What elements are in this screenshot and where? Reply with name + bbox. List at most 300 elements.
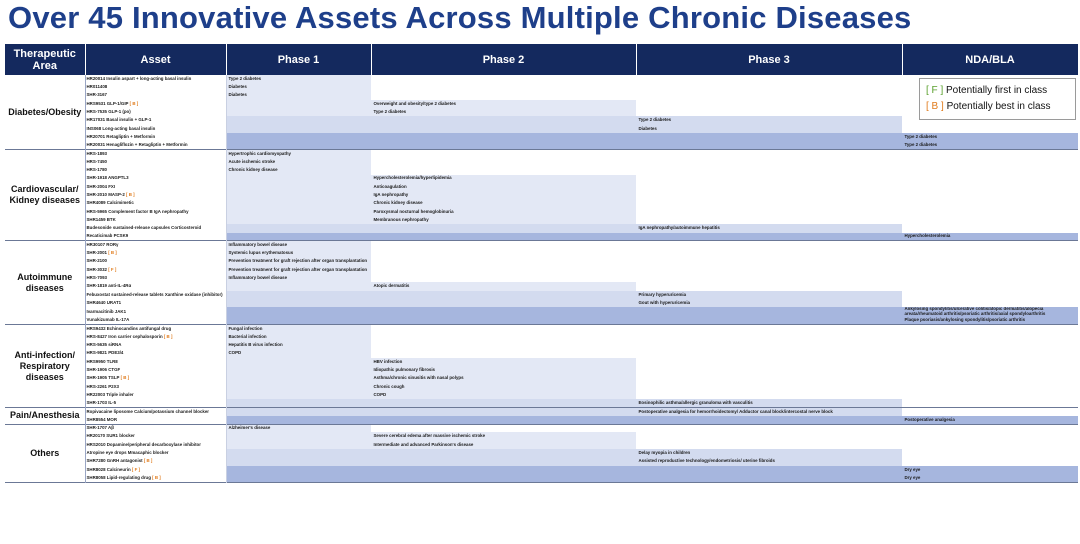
empty-phase-cell [636, 432, 902, 440]
table-row [5, 366, 1078, 374]
empty-phase-cell [636, 341, 902, 349]
indication-label: Asthma/chronic sinusitis with nasal polyps [373, 375, 464, 381]
table-row [5, 224, 1078, 232]
class-tag: [ B ] [108, 250, 117, 256]
asset-cell [85, 100, 226, 108]
phase-progress-bar [226, 366, 636, 374]
asset-name: HRS-5635 siRNA [86, 342, 122, 348]
indication-label: Intermediate and advanced Parkinson's disease [373, 441, 474, 447]
indication-label: Postoperative analgesia for hemorrhoidectomy/ Adductor canal block/intercostal nerve block [638, 408, 833, 414]
header-phase-3: Phase 3 [636, 44, 902, 75]
asset-name: SHR7280 GnRH antagonist [86, 458, 143, 464]
asset-name: Ropivacaine liposome Calcium/potassium channel blocker [86, 408, 209, 414]
table-row [5, 416, 1078, 424]
empty-phase-cell [371, 274, 636, 282]
empty-phase-cell [371, 166, 636, 174]
empty-phase-cell [636, 350, 902, 358]
phase-progress-bar [226, 374, 636, 382]
asset-cell [85, 125, 226, 133]
indication-label: Atopic dermatitis [373, 283, 410, 289]
phase-progress-bar [226, 424, 371, 432]
phase-progress-bar [226, 166, 371, 174]
phase-progress-bar [226, 175, 636, 183]
asset-name: HR22003 Triple inhaler [86, 391, 134, 397]
indication-label: Alzheimer's disease [228, 425, 271, 431]
asset-name: SHR4089 Calcimimetic [86, 200, 134, 206]
asset-cell [85, 274, 226, 282]
asset-cell [85, 457, 226, 465]
empty-phase-cell [902, 449, 1078, 457]
table-row [5, 199, 1078, 207]
empty-phase-cell [636, 391, 902, 399]
indication-label: Type 2 diabetes [638, 117, 672, 123]
asset-cell [85, 75, 226, 83]
empty-phase-cell [371, 241, 636, 249]
indication-label: Chronic kidney disease [373, 200, 423, 206]
empty-phase-cell [371, 325, 636, 333]
indication-label: Chronic cough [373, 383, 405, 389]
phase-progress-bar [226, 416, 1078, 424]
indication-label: Postoperative analgesia [904, 416, 955, 422]
empty-phase-cell [636, 92, 902, 100]
empty-phase-cell [902, 457, 1078, 465]
phase-progress-bar [226, 457, 902, 465]
table-row [5, 358, 1078, 366]
empty-phase-cell [902, 125, 1078, 133]
phase-progress-bar [226, 233, 1078, 241]
empty-phase-cell [636, 241, 902, 249]
table-row [5, 216, 1078, 224]
empty-phase-cell [636, 366, 902, 374]
asset-name: SHR-3032 [86, 266, 107, 272]
empty-phase-cell [636, 175, 902, 183]
phase-progress-bar [226, 474, 1078, 482]
phase-progress-bar [226, 307, 1078, 316]
class-tag: [ B ] [152, 474, 161, 480]
asset-name: Recaticimab PCSK9 [86, 233, 129, 239]
phase-progress-bar [226, 150, 371, 158]
asset-name: SHR-2100 [86, 258, 107, 264]
table-row [5, 341, 1078, 349]
asset-name: HRS-1780 [86, 167, 107, 173]
phase-progress-bar [226, 333, 371, 341]
table-row [5, 408, 1078, 416]
table-row [5, 333, 1078, 341]
indication-label: Anticoagulation [373, 183, 407, 189]
header-asset: Asset [85, 44, 226, 75]
empty-phase-cell [902, 216, 1078, 224]
phase-progress-bar [226, 133, 1078, 141]
asset-cell [85, 241, 226, 249]
table-row [5, 383, 1078, 391]
table-row [5, 391, 1078, 399]
indication-label: Diabetes [228, 92, 247, 98]
legend-first-in-class [926, 83, 1069, 99]
phase-progress-bar [226, 291, 902, 299]
table-row [5, 350, 1078, 358]
phase-progress-bar [226, 408, 902, 416]
indication-label: Paroxysmal nocturnal hemoglobinuria [373, 208, 454, 214]
indication-label: COPD [228, 350, 242, 356]
asset-cell [85, 233, 226, 241]
empty-phase-cell [371, 92, 636, 100]
asset-cell [85, 416, 226, 424]
phase-progress-bar [226, 191, 636, 199]
area-group [5, 408, 1078, 425]
indication-label: Plaque psoriasis/ankylosing spondylitis/psoriatic arthritis [904, 316, 1026, 322]
phase-progress-bar [226, 125, 902, 133]
table-row [5, 299, 1078, 307]
asset-name: HR20701 Retagliptin + Metformin [86, 133, 156, 139]
asset-cell [85, 424, 226, 432]
empty-phase-cell [371, 341, 636, 349]
asset-cell [85, 216, 226, 224]
class-tag: [ B ] [143, 458, 153, 464]
phase-progress-bar [226, 116, 902, 124]
asset-name: SHR8028 Calcineurin [86, 466, 131, 472]
phase-progress-bar [226, 141, 1078, 149]
asset-cell [85, 350, 226, 358]
table-row [5, 100, 1078, 108]
table-row [5, 441, 1078, 449]
indication-label: Delay myopia in children [638, 449, 691, 455]
first-in-class-mark: [ F ] [926, 85, 944, 96]
table-row [5, 449, 1078, 457]
table-row [5, 141, 1078, 149]
empty-phase-cell [902, 208, 1078, 216]
empty-phase-cell [902, 158, 1078, 166]
empty-phase-cell [902, 249, 1078, 257]
empty-phase-cell [902, 191, 1078, 199]
empty-phase-cell [636, 383, 902, 391]
header-nda-bla: NDA/BLA [902, 44, 1078, 75]
indication-label: Acute ischemic stroke [228, 158, 276, 164]
indication-label: Fungal infection [228, 325, 263, 331]
indication-label: Ankylosing spondylitis/ulcerative colitis/atopic dermatitis/alopecia areata/rheumatoid arthritis/psoriatic arthritis/axial spondyloarthritis [904, 307, 1046, 316]
asset-name: SHR-1906 CTGF [86, 366, 121, 372]
empty-phase-cell [902, 241, 1078, 249]
asset-cell [85, 150, 226, 158]
asset-cell [85, 307, 226, 316]
indication-label: Bacterial infection [228, 333, 267, 339]
empty-phase-cell [636, 258, 902, 266]
empty-phase-cell [636, 249, 902, 257]
empty-phase-cell [902, 374, 1078, 382]
empty-phase-cell [636, 100, 902, 108]
indication-label: Dry eye [904, 466, 921, 472]
asset-name: HRS9432 Echinocandins antifungal drug [86, 325, 172, 331]
empty-phase-cell [371, 266, 636, 274]
empty-phase-cell [902, 424, 1078, 432]
empty-phase-cell [636, 274, 902, 282]
first-in-class-label: Potentially first in class [946, 85, 1048, 96]
header-phase-1: Phase 1 [226, 44, 371, 75]
phase-progress-bar [226, 325, 371, 333]
empty-phase-cell [902, 291, 1078, 299]
indication-label: Type 2 diabetes [228, 75, 262, 81]
indication-label: Type 2 diabetes [904, 133, 938, 139]
table-row [5, 374, 1078, 382]
asset-name: Budesonide sustained-release capsules Corticosteroid [86, 225, 202, 231]
asset-cell [85, 408, 226, 416]
asset-cell [85, 399, 226, 407]
area-group [5, 241, 1078, 325]
best-in-class-mark: [ B ] [926, 101, 944, 112]
phase-progress-bar [226, 299, 902, 307]
empty-phase-cell [636, 75, 902, 83]
indication-label: Type 2 diabetes [904, 142, 938, 148]
empty-phase-cell [902, 408, 1078, 416]
page-title: Over 45 Innovative Assets Across Multiple Chronic Diseases [8, 0, 912, 35]
indication-label: Diabetes [638, 125, 657, 131]
asset-name: Febuxostat sustained-release tablets Xanthine oxidase (inhibitor) [86, 291, 223, 297]
indication-label: Type 2 diabetes [373, 109, 407, 115]
asset-cell [85, 183, 226, 191]
phase-progress-bar [226, 83, 371, 91]
phase-progress-bar [226, 316, 1078, 324]
table-row [5, 158, 1078, 166]
phase-progress-bar [226, 199, 636, 207]
indication-label: Primary hyperuricemia [638, 291, 687, 297]
phase-progress-bar [226, 358, 636, 366]
asset-name: Atropine eye drops Mmacaphic blocker [86, 449, 169, 455]
therapeutic-area-label: Anti-infection/ Respiratory diseases [5, 325, 85, 408]
table-row [5, 325, 1078, 333]
asset-cell [85, 133, 226, 141]
therapeutic-area-label: Others [5, 424, 85, 482]
asset-name: HR20014 Insulin aspart + long-acting basal insulin [86, 75, 192, 81]
empty-phase-cell [902, 224, 1078, 232]
empty-phase-cell [636, 150, 902, 158]
asset-cell [85, 158, 226, 166]
empty-phase-cell [902, 258, 1078, 266]
asset-cell [85, 249, 226, 257]
empty-phase-cell [636, 199, 902, 207]
table-row [5, 191, 1078, 199]
empty-phase-cell [636, 441, 902, 449]
table-row [5, 108, 1078, 116]
asset-cell [85, 83, 226, 91]
asset-name: HRS2010 Dopamine/peripheral decarboxylase inhibitor [86, 441, 201, 447]
phase-progress-bar [226, 449, 902, 457]
empty-phase-cell [371, 333, 636, 341]
asset-name: HRS-7450 [86, 158, 107, 164]
empty-phase-cell [371, 350, 636, 358]
asset-name: SHR-1703 IL-5 [86, 399, 117, 405]
asset-cell [85, 166, 226, 174]
class-tag: [ F ] [108, 266, 117, 272]
asset-cell [85, 374, 226, 382]
empty-phase-cell [636, 282, 902, 290]
therapeutic-area-label: Diabetes/Obesity [5, 75, 85, 150]
indication-label: Severe cerebral edema after massive ischemic stroke [373, 433, 486, 439]
class-tag: [ F ] [131, 466, 140, 472]
phase-progress-bar [226, 432, 636, 440]
asset-name: HR20031 Henagliflozin + Retagliptin + Metformin [86, 142, 188, 148]
class-tag: [ B ] [120, 375, 130, 381]
empty-phase-cell [636, 216, 902, 224]
phase-progress-bar [226, 383, 636, 391]
asset-name: HRS-7535 GLP-1 (po) [86, 109, 131, 115]
table-row [5, 399, 1078, 407]
asset-cell [85, 108, 226, 116]
table-header-row [5, 44, 1078, 75]
phase-progress-bar [226, 216, 636, 224]
asset-name: SHR-1918 ANGPTL3 [86, 175, 129, 181]
table-row [5, 291, 1078, 299]
asset-cell [85, 441, 226, 449]
phase-progress-bar [226, 399, 902, 407]
empty-phase-cell [902, 383, 1078, 391]
pipeline-table [5, 44, 1079, 483]
indication-label: Prevention treatment for graft rejection after organ transplantation [228, 266, 368, 272]
class-tag: [ B ] [126, 192, 135, 198]
asset-cell [85, 258, 226, 266]
asset-cell [85, 366, 226, 374]
indication-label: Hypercholesterolemia/hyperlipidemia [373, 175, 452, 181]
phase-progress-bar [226, 258, 371, 266]
therapeutic-area-label: Cardiovascular/ Kidney diseases [5, 150, 85, 241]
asset-cell [85, 383, 226, 391]
asset-name: Ivarmacitinib JAK1 [86, 308, 127, 314]
asset-name: SHR-1905 TSLP [86, 375, 120, 381]
indication-label: Inflammatory bowel disease [228, 275, 288, 281]
phase-progress-bar [226, 282, 636, 290]
asset-name: INS068 Long-acting basal insulin [86, 125, 156, 131]
indication-label: Membranous nephropathy [373, 216, 429, 222]
empty-phase-cell [636, 374, 902, 382]
asset-name: HRS-7093 [86, 275, 107, 281]
table-row [5, 233, 1078, 241]
asset-cell [85, 175, 226, 183]
table-row [5, 307, 1078, 316]
table-row [5, 424, 1078, 432]
therapeutic-area-label: Autoimmune diseases [5, 241, 85, 325]
phase-progress-bar [226, 208, 636, 216]
phase-progress-bar [226, 391, 636, 399]
area-group [5, 75, 1078, 150]
table-row [5, 133, 1078, 141]
asset-cell [85, 291, 226, 299]
empty-phase-cell [902, 282, 1078, 290]
best-in-class-label: Potentially best in class [946, 101, 1051, 112]
area-group [5, 424, 1078, 482]
table-row [5, 249, 1078, 257]
asset-name: HR17031 Basal insulin + GLP-1 [86, 117, 152, 123]
indication-label: Assisted reproductive technology/endometriosis/ uterine fibroids [638, 458, 775, 464]
asset-cell [85, 333, 226, 341]
asset-cell [85, 208, 226, 216]
phase-progress-bar [226, 158, 371, 166]
empty-phase-cell [636, 158, 902, 166]
phase-progress-bar [226, 266, 371, 274]
empty-phase-cell [902, 166, 1078, 174]
asset-name: HRS-9821 PDE3/4 [86, 350, 124, 356]
phase-progress-bar [226, 100, 636, 108]
empty-phase-cell [636, 424, 902, 432]
phase-progress-bar [226, 108, 636, 116]
indication-label: Hypercholesterolemia [904, 233, 951, 239]
empty-phase-cell [636, 191, 902, 199]
indication-label: Eosinophilic asthma/allergic granuloma with vasculitis [638, 399, 753, 405]
asset-cell [85, 141, 226, 149]
phase-progress-bar [226, 274, 371, 282]
empty-phase-cell [636, 333, 902, 341]
phase-progress-bar [226, 75, 371, 83]
phase-progress-bar [226, 341, 371, 349]
area-group [5, 150, 1078, 241]
table-row [5, 92, 1078, 100]
phase-progress-bar [226, 183, 636, 191]
asset-cell [85, 199, 226, 207]
table-row [5, 241, 1078, 249]
header-phase-2: Phase 2 [371, 44, 636, 75]
asset-name: SHR-3167 [86, 92, 107, 98]
table-row [5, 282, 1078, 290]
asset-name: HR011408 [86, 84, 108, 90]
asset-name: SHR-2010 MASP-2 [86, 192, 125, 198]
table-row [5, 166, 1078, 174]
asset-name: HRS-8427 Iron carrier cephalosporin [86, 333, 163, 339]
empty-phase-cell [371, 150, 636, 158]
asset-cell [85, 325, 226, 333]
asset-name: HRS-5965 Complement factor B IgA nephropathy [86, 208, 189, 214]
table-row [5, 183, 1078, 191]
asset-cell [85, 474, 226, 482]
empty-phase-cell [371, 258, 636, 266]
table-row [5, 474, 1078, 482]
indication-label: HBV infection [373, 358, 403, 364]
indication-label: COPD [373, 391, 387, 397]
phase-progress-bar [226, 249, 371, 257]
area-group [5, 325, 1078, 408]
legend-box [919, 78, 1076, 120]
table-row [5, 457, 1078, 465]
empty-phase-cell [371, 83, 636, 91]
asset-name: HRS9531 GLP-1/GIP [86, 100, 129, 106]
asset-name: HR20170 SUR1 blocker [86, 433, 135, 439]
table-row [5, 116, 1078, 124]
asset-name: SHR-1819 anti-IL-4Rα [86, 283, 132, 289]
empty-phase-cell [636, 108, 902, 116]
empty-phase-cell [636, 325, 902, 333]
phase-progress-bar [226, 92, 371, 100]
empty-phase-cell [636, 166, 902, 174]
empty-phase-cell [902, 350, 1078, 358]
empty-phase-cell [371, 424, 636, 432]
empty-phase-cell [902, 325, 1078, 333]
indication-label: Chronic kidney disease [228, 167, 278, 173]
empty-phase-cell [636, 358, 902, 366]
empty-phase-cell [902, 274, 1078, 282]
asset-cell [85, 358, 226, 366]
table-row [5, 125, 1078, 133]
asset-cell [85, 449, 226, 457]
asset-name: SHR8554 MOR [86, 416, 118, 422]
empty-phase-cell [902, 366, 1078, 374]
asset-name: HRS-2261 P2X3 [86, 383, 119, 389]
empty-phase-cell [902, 432, 1078, 440]
table-row [5, 316, 1078, 324]
asset-cell [85, 282, 226, 290]
empty-phase-cell [902, 199, 1078, 207]
asset-name: HR30107 RORγ [86, 242, 119, 248]
empty-phase-cell [636, 83, 902, 91]
empty-phase-cell [902, 391, 1078, 399]
phase-progress-bar [226, 241, 371, 249]
asset-name: SHR-2001 [86, 250, 107, 256]
class-tag: [ B ] [163, 333, 173, 339]
